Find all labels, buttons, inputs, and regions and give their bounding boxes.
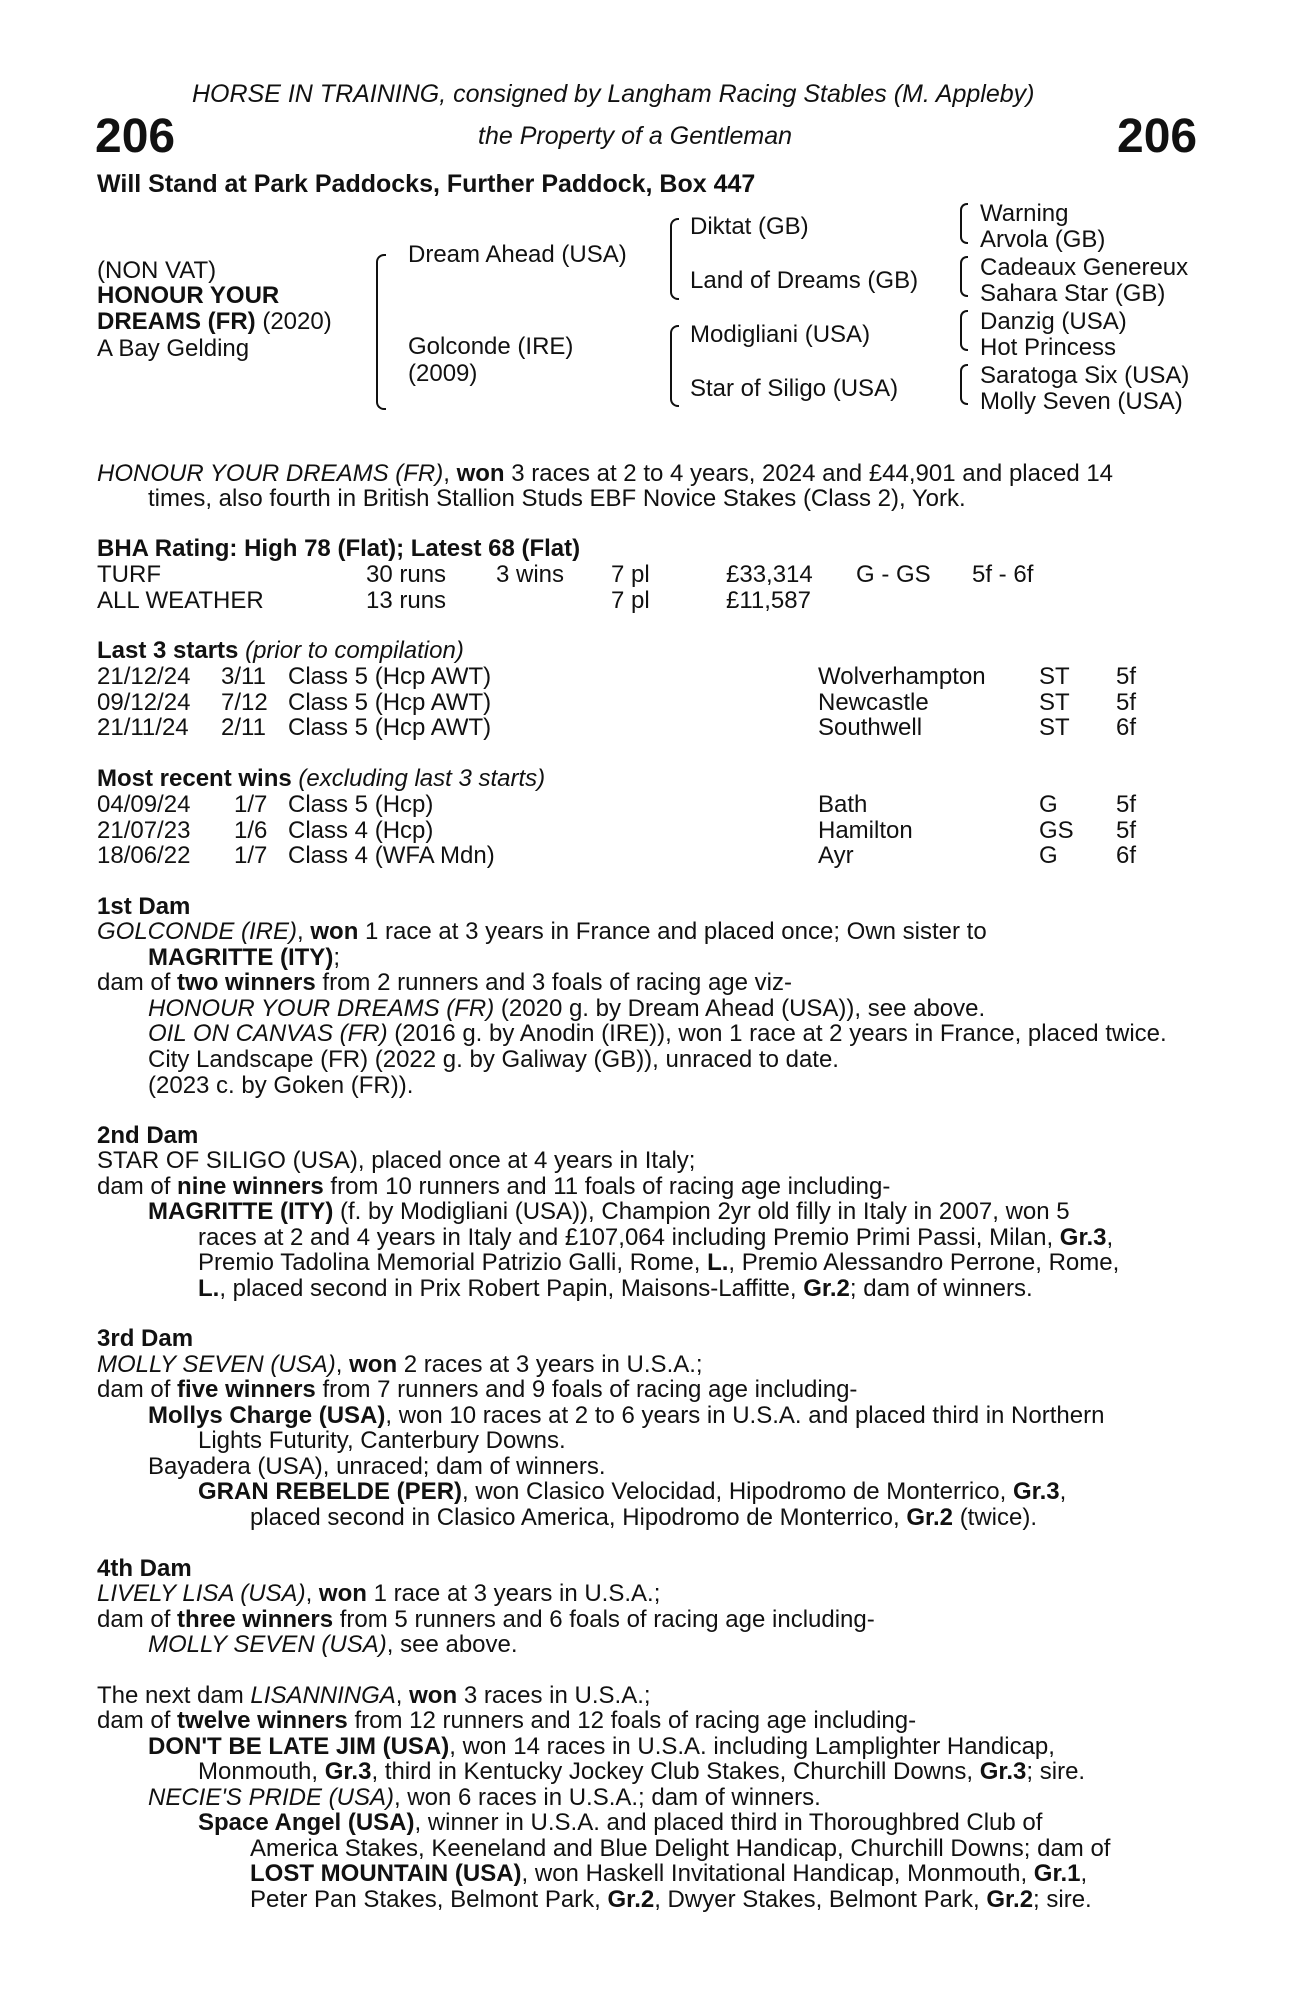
lot-number-right: 206 [1117, 110, 1198, 163]
next-dam-space-angel-line1: Space Angel (USA), winner in U.S.A. and placed third in Thoroughbred Club of [198, 1809, 1043, 1836]
dam-bracket [670, 325, 679, 407]
row-class: Class 5 (Hcp AWT) [288, 714, 492, 741]
row-going: G [1039, 842, 1058, 869]
rating-turf-dist: 5f - 6f [972, 561, 1034, 588]
stable-location: Will Stand at Park Paddocks, Further Paddock, Box 447 [97, 170, 756, 198]
sire: Dream Ahead (USA) [408, 241, 627, 268]
ggp-3: Cadeaux Genereux [980, 254, 1189, 281]
row-distance: 5f [1116, 817, 1137, 844]
ggp-2: Arvola (GB) [980, 226, 1106, 253]
dam1-title: 1st Dam [97, 893, 191, 920]
dam2-magritte-line2: races at 2 and 4 years in Italy and £107,064 including Premio Primi Passi, Milan, Gr.3, [198, 1224, 1114, 1251]
row-course: Bath [818, 791, 868, 818]
row-going: GS [1039, 817, 1074, 844]
dam2-magritte-line1: MAGRITTE (ITY) (f. by Modigliani (USA)), Champion 2yr old filly in Italy in 2007, won 5 [148, 1198, 1070, 1225]
row-class: Class 5 (Hcp) [288, 791, 434, 818]
dam-sire: Modigliani (USA) [690, 321, 871, 348]
rating-turf-pl: 7 pl [611, 561, 650, 588]
ggp-bracket-1 [960, 203, 968, 244]
row-position: 3/11 [221, 663, 266, 690]
row-distance: 6f [1116, 714, 1137, 741]
row-position: 1/7 [234, 791, 268, 818]
row-date: 09/12/24 [97, 689, 191, 716]
lot-number-left: 206 [95, 110, 176, 163]
dam2-title: 2nd Dam [97, 1122, 199, 1149]
consignment-line: HORSE IN TRAINING, consigned by Langham Racing Stables (M. Appleby) [192, 80, 1035, 108]
dam3-line1: MOLLY SEVEN (USA), won 2 races at 3 years in U.S.A.; [97, 1351, 703, 1378]
row-going: G [1039, 791, 1058, 818]
rating-turf-earnings: £33,314 [726, 561, 813, 588]
ggp-bracket-4 [960, 364, 968, 405]
pedigree-bracket [376, 254, 386, 410]
row-course: Wolverhampton [818, 663, 986, 690]
rating-aw-earnings: £11,587 [726, 587, 811, 614]
rating-aw-runs: 13 runs [366, 587, 447, 614]
row-class: Class 4 (WFA Mdn) [288, 842, 495, 869]
sire-dam: Land of Dreams (GB) [690, 267, 919, 294]
property-line: the Property of a Gentleman [478, 122, 793, 150]
row-date: 21/07/23 [97, 817, 191, 844]
row-course: Newcastle [818, 689, 929, 716]
vat-status: (NON VAT) [97, 257, 217, 284]
ggp-7: Saratoga Six (USA) [980, 362, 1190, 389]
dam-dam: Star of Siligo (USA) [690, 375, 899, 402]
dam3-produce: dam of five winners from 7 runners and 9 foals of racing age including- [97, 1376, 858, 1403]
row-course: Hamilton [818, 817, 913, 844]
horse-name-line1: HONOUR YOUR [97, 282, 280, 309]
rating-turf-wins: 3 wins [496, 561, 565, 588]
rating-turf-going: G - GS [856, 561, 931, 588]
dam3-gran-rebelde-line2: placed second in Clasico America, Hipodromo de Monterrico, Gr.2 (twice). [250, 1504, 1038, 1531]
summary-line2: times, also fourth in British Stallion Studs EBF Novice Stakes (Class 2), York. [148, 485, 966, 512]
sire-bracket [670, 218, 679, 300]
horse-name-line2: DREAMS (FR) (2020) [97, 308, 332, 335]
next-dam-necies-pride: NECIE'S PRIDE (USA), won 6 races in U.S.A.; dam of winners. [148, 1784, 821, 1811]
ggp-4: Sahara Star (GB) [980, 280, 1166, 307]
dam4-line1: LIVELY LISA (USA), won 1 race at 3 years in U.S.A.; [97, 1580, 661, 1607]
next-dam-dont-be-late-jim-line2: Monmouth, Gr.3, third in Kentucky Jockey Club Stakes, Churchill Downs, Gr.3; sire. [198, 1758, 1086, 1785]
next-dam-lost-mountain-line1: LOST MOUNTAIN (USA), won Haskell Invitational Handicap, Monmouth, Gr.1, [250, 1860, 1088, 1887]
dam2-produce: dam of nine winners from 10 runners and 11 foals of racing age including- [97, 1173, 891, 1200]
row-distance: 5f [1116, 663, 1137, 690]
rating-turf-surface: TURF [97, 561, 161, 588]
row-going: ST [1039, 663, 1070, 690]
dam3-bayadera: Bayadera (USA), unraced; dam of winners. [148, 1453, 606, 1480]
row-position: 2/11 [221, 714, 266, 741]
dam-line1: Golconde (IRE) [408, 333, 574, 360]
dam2-magritte-line3: Premio Tadolina Memorial Patrizio Galli, Rome, L., Premio Alessandro Perrone, Rome, [198, 1249, 1120, 1276]
dam3-title: 3rd Dam [97, 1325, 194, 1352]
dam1-progeny-2: OIL ON CANVAS (FR) (2016 g. by Anodin (IRE)), won 1 race at 2 years in France, placed twice. [148, 1020, 1167, 1047]
row-class: Class 4 (Hcp) [288, 817, 434, 844]
rating-aw-surface: ALL WEATHER [97, 587, 264, 614]
dam1-line1: GOLCONDE (IRE), won 1 race at 3 years in France and placed once; Own sister to [97, 918, 987, 945]
dam-line2: (2009) [408, 360, 478, 387]
dam4-title: 4th Dam [97, 1555, 192, 1582]
bha-rating-title: BHA Rating: High 78 (Flat); Latest 68 (Flat) [97, 535, 581, 562]
horse-description: A Bay Gelding [97, 335, 250, 362]
dam3-mollys-charge-line1: Mollys Charge (USA), won 10 races at 2 to 6 years in U.S.A. and placed third in Northern [148, 1402, 1105, 1429]
row-position: 1/7 [234, 842, 268, 869]
next-dam-line1: The next dam LISANNINGA, won 3 races in U.S.A.; [97, 1682, 651, 1709]
dam1-progeny-4: (2023 c. by Goken (FR)). [148, 1072, 414, 1099]
dam3-mollys-charge-line2: Lights Futurity, Canterbury Downs. [198, 1427, 566, 1454]
sire-sire: Diktat (GB) [690, 213, 809, 240]
ggp-bracket-3 [960, 310, 968, 351]
row-position: 7/12 [221, 689, 268, 716]
row-date: 18/06/22 [97, 842, 191, 869]
row-course: Ayr [818, 842, 854, 869]
row-distance: 6f [1116, 842, 1137, 869]
row-course: Southwell [818, 714, 923, 741]
dam2-line1: STAR OF SILIGO (USA), placed once at 4 years in Italy; [97, 1147, 696, 1174]
summary-line1: HONOUR YOUR DREAMS (FR), won 3 races at 2 to 4 years, 2024 and £44,901 and placed 14 [97, 460, 1114, 487]
ggp-6: Hot Princess [980, 334, 1117, 361]
row-position: 1/6 [234, 817, 268, 844]
ggp-1: Warning [980, 200, 1069, 227]
row-class: Class 5 (Hcp AWT) [288, 689, 492, 716]
dam3-gran-rebelde-line1: GRAN REBELDE (PER), won Clasico Velocidad, Hipodromo de Monterrico, Gr.3, [198, 1478, 1067, 1505]
row-date: 21/11/24 [97, 714, 189, 741]
recent-wins-title: Most recent wins (excluding last 3 starts) [97, 765, 546, 792]
row-going: ST [1039, 689, 1070, 716]
dam1-progeny-3: City Landscape (FR) (2022 g. by Galiway (GB)), unraced to date. [148, 1046, 839, 1073]
row-distance: 5f [1116, 689, 1137, 716]
row-going: ST [1039, 714, 1070, 741]
dam2-magritte-line4: L., placed second in Prix Robert Papin, Maisons-Laffitte, Gr.2; dam of winners. [198, 1275, 1033, 1302]
row-class: Class 5 (Hcp AWT) [288, 663, 492, 690]
rating-aw-pl: 7 pl [611, 587, 650, 614]
rating-turf-runs: 30 runs [366, 561, 447, 588]
row-date: 04/09/24 [97, 791, 191, 818]
next-dam-produce: dam of twelve winners from 12 runners and 12 foals of racing age including- [97, 1707, 917, 1734]
next-dam-space-angel-line2: America Stakes, Keeneland and Blue Delight Handicap, Churchill Downs; dam of [250, 1835, 1111, 1862]
last3-title: Last 3 starts (prior to compilation) [97, 637, 464, 664]
row-date: 21/12/24 [97, 663, 191, 690]
dam1-sister: MAGRITTE (ITY); [148, 944, 340, 971]
dam4-produce: dam of three winners from 5 runners and 6 foals of racing age including- [97, 1606, 875, 1633]
dam1-progeny-1: HONOUR YOUR DREAMS (FR) (2020 g. by Dream Ahead (USA)), see above. [148, 995, 986, 1022]
next-dam-dont-be-late-jim-line1: DON'T BE LATE JIM (USA), won 14 races in U.S.A. including Lamplighter Handicap, [148, 1733, 1055, 1760]
dam4-molly-seven: MOLLY SEVEN (USA), see above. [148, 1631, 518, 1658]
ggp-5: Danzig (USA) [980, 308, 1127, 335]
next-dam-lost-mountain-line2: Peter Pan Stakes, Belmont Park, Gr.2, Dwyer Stakes, Belmont Park, Gr.2; sire. [250, 1886, 1092, 1913]
ggp-bracket-2 [960, 256, 968, 297]
ggp-8: Molly Seven (USA) [980, 388, 1183, 415]
row-distance: 5f [1116, 791, 1137, 818]
dam1-produce: dam of two winners from 2 runners and 3 foals of racing age viz- [97, 969, 792, 996]
